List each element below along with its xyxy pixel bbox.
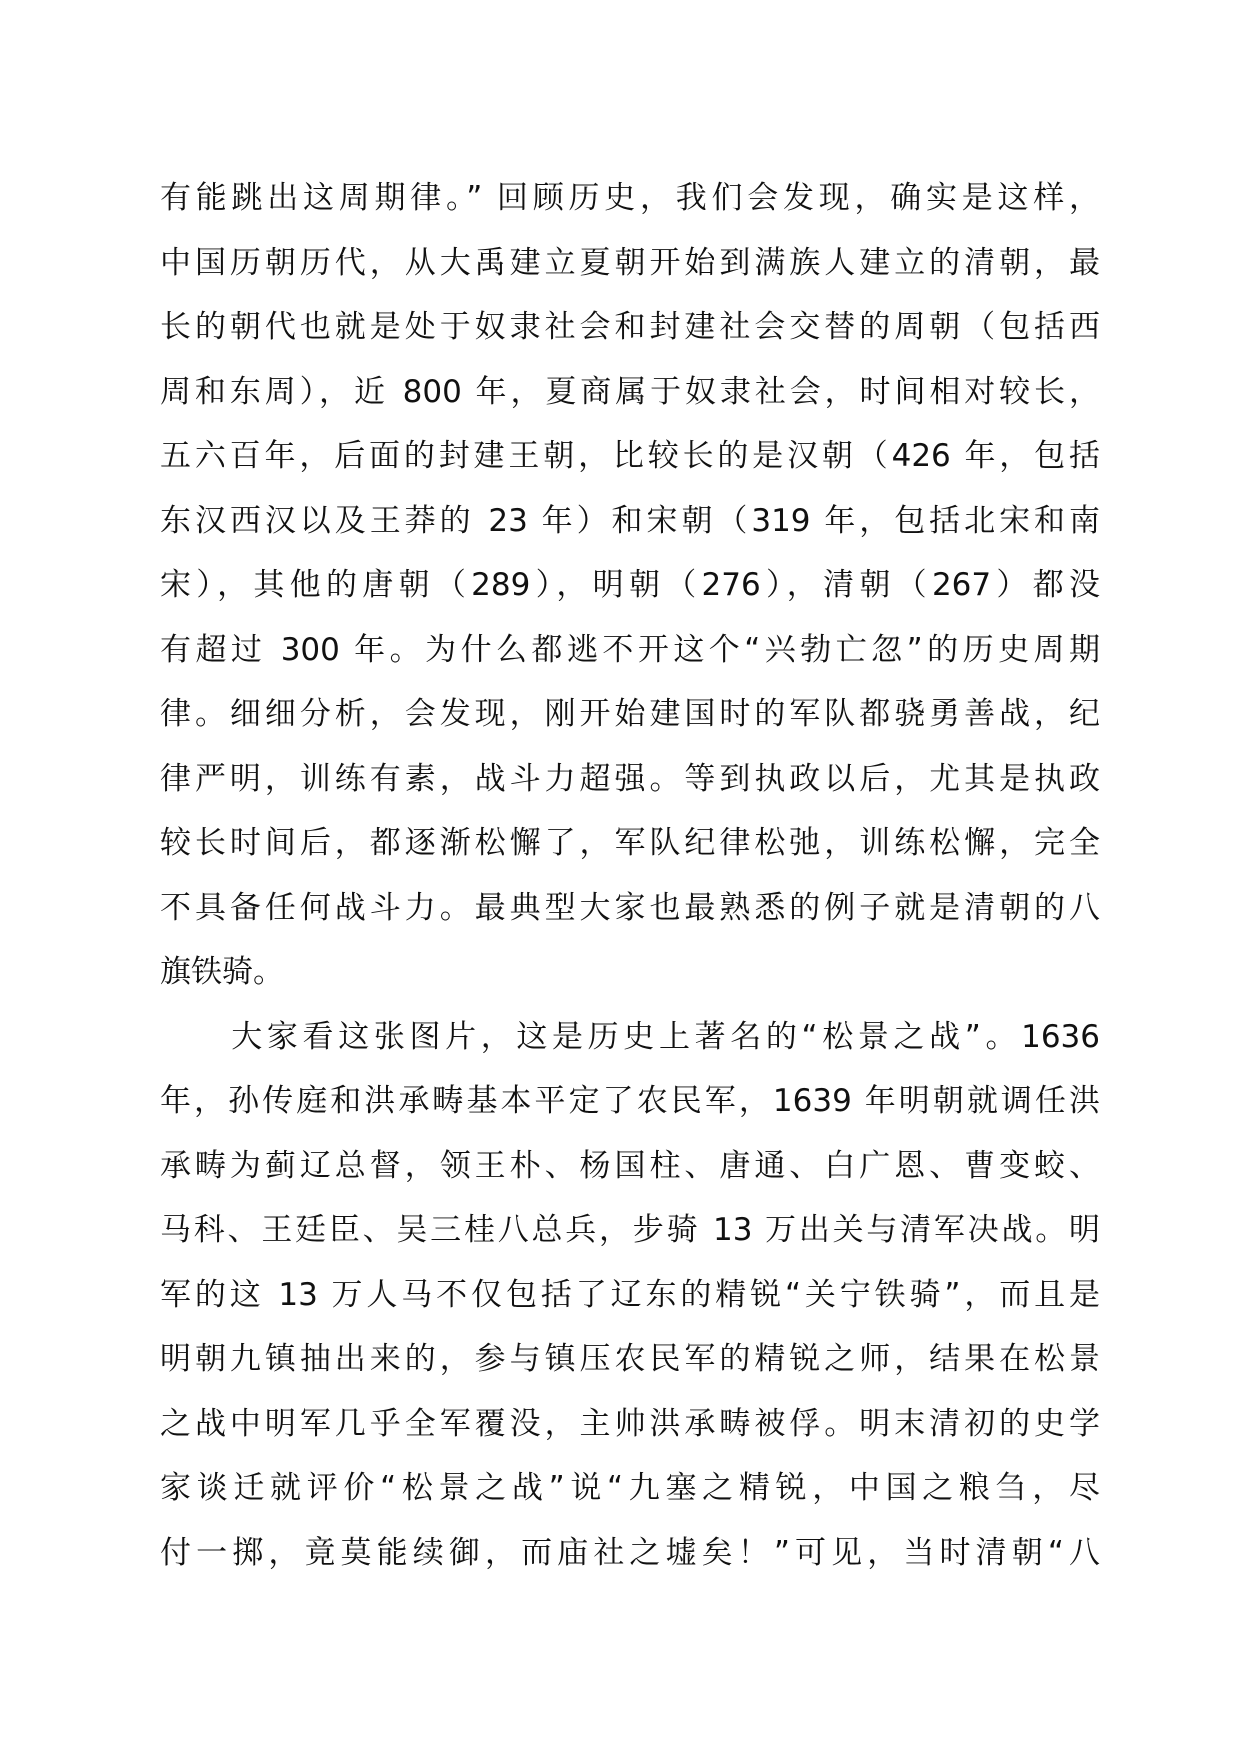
paragraph-1	[160, 166, 1100, 1005]
text-line: 家谈迁就评价“松景之战”说“九塞之精锐，中国之粮刍，尽	[160, 1470, 1100, 1506]
text-line: 律。细细分析，会发现，刚开始建国时的军队都骁勇善战，纪	[160, 696, 1100, 732]
text-line: 之战中明军几乎全军覆没，主帅洪承畴被俘。明末清初的史学	[160, 1405, 1100, 1442]
text-line: 有能跳出这周期律。” 回顾历史，我们会发现，确实是这样，	[160, 180, 1100, 216]
text-line: 律严明，训练有素，战斗力超强。等到执政以后，尤其是执政	[160, 760, 1100, 797]
text-line: 旗铁骑。	[160, 954, 284, 990]
text-line: 周和东周），近 800 年，夏商属于奴隶社会，时间相对较长，	[160, 373, 1100, 410]
text-line: 大家看这张图片，这是历史上著名的“松景之战”。1636	[160, 1018, 1100, 1055]
text-line: 军的这 13 万人马不仅包括了辽东的精锐“关宁铁骑”，而且是	[160, 1276, 1100, 1313]
text-line: 付一掷，竟莫能续御，而庙社之墟矣！”可见，当时清朝“八	[160, 1534, 1100, 1571]
text-line: 不具备任何战斗力。最典型大家也最熟悉的例子就是清朝的八	[160, 889, 1100, 926]
text-line: 承畴为蓟辽总督，领王朴、杨国柱、唐通、白广恩、曹变蛟、	[160, 1147, 1100, 1184]
text-line: 马科、王廷臣、吴三桂八总兵，步骑 13 万出关与清军决战。明	[160, 1212, 1100, 1248]
text-line: 有超过 300 年。为什么都逃不开这个“兴勃亡忽”的历史周期	[160, 631, 1100, 668]
text-line: 长的朝代也就是处于奴隶社会和封建社会交替的周朝（包括西	[160, 309, 1100, 345]
text-line: 宋），其他的唐朝（289），明朝（276），清朝（267）都没	[160, 567, 1100, 603]
text-line: 东汉西汉以及王莽的 23 年）和宋朝（319 年，包括北宋和南	[160, 502, 1100, 539]
text-line: 中国历朝历代，从大禹建立夏朝开始到满族人建立的清朝，最	[160, 244, 1100, 281]
text-line: 明朝九镇抽出来的，参与镇压农民军的精锐之师，结果在松景	[160, 1341, 1100, 1377]
body-text	[160, 166, 1100, 1585]
text-line: 五六百年，后面的封建王朝，比较长的是汉朝（426 年，包括	[160, 438, 1100, 474]
text-line: 较长时间后，都逐渐松懈了，军队纪律松弛，训练松懈，完全	[160, 825, 1100, 861]
paragraph-2	[160, 1005, 1100, 1586]
text-line: 年，孙传庭和洪承畴基本平定了农民军，1639 年明朝就调任洪	[160, 1083, 1100, 1119]
